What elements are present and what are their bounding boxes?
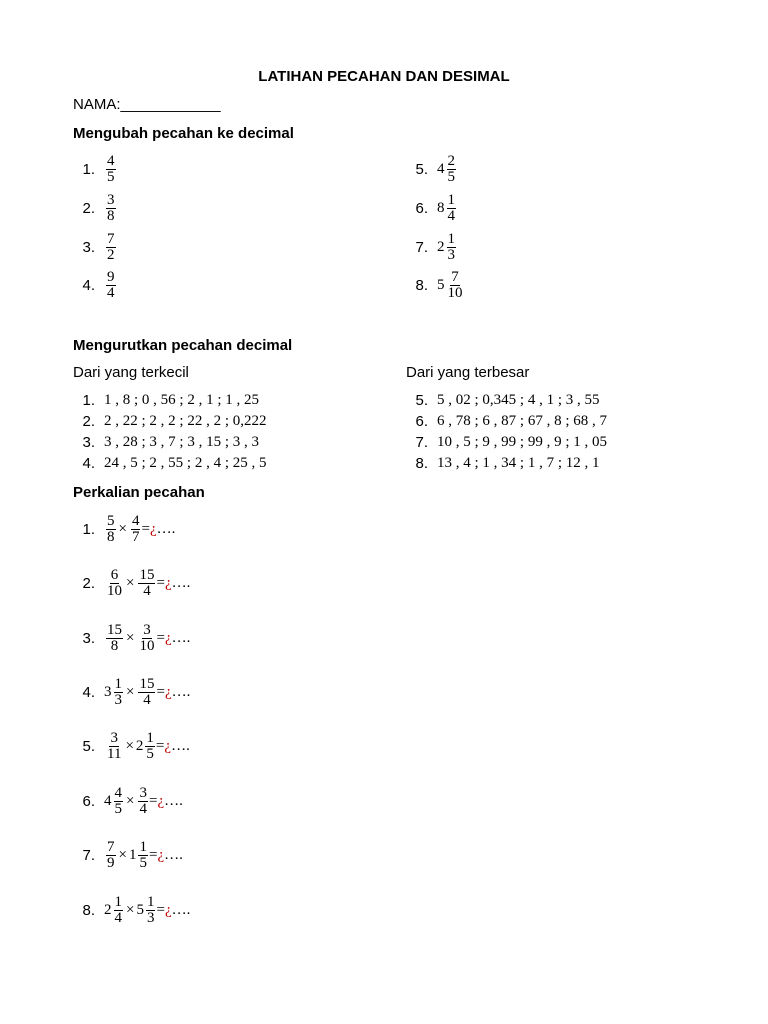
fraction: $\frac{1}{4}$ <box>447 192 455 224</box>
fraction: $\frac{1}{5}$ <box>139 839 147 871</box>
fraction: $\frac{7}{9}$ <box>107 839 115 871</box>
fraction: $\frac{15}{4}$ <box>139 567 155 599</box>
fraction: $\frac{3}{4}$ <box>139 785 147 817</box>
answer-blank: ¿ <box>164 684 172 700</box>
multiply-item-2 <box>57 568 190 599</box>
answer-blank: ¿ <box>164 575 172 591</box>
section-heading-convert: Mengubah pecahan ke decimal <box>73 125 294 142</box>
item-number: 2. <box>82 200 95 217</box>
item-number: 7. <box>82 847 95 864</box>
answer-dots: …. <box>171 575 191 591</box>
decimal-sequence: 6 , 78 ; 6 , 87 ; 67 , 8 ; 68 , 7 <box>437 413 608 429</box>
order-item-6 <box>390 413 607 430</box>
answer-dots: …. <box>171 684 191 700</box>
answer-dots: …. <box>171 738 190 754</box>
whole-number: 4 <box>104 793 112 809</box>
answer-blank: ¿ <box>164 902 172 918</box>
item-number: 3. <box>82 630 95 647</box>
equals-sign: = <box>155 738 165 754</box>
answer-dots: …. <box>164 793 183 809</box>
times-sign: × <box>126 902 135 918</box>
fraction: $\frac{1}{4}$ <box>114 894 122 926</box>
item-number: 5. <box>82 738 95 755</box>
item-number: 6. <box>82 793 95 810</box>
answer-blank: ¿ <box>157 847 165 863</box>
page-title: LATIHAN PECAHAN DAN DESIMAL <box>258 68 510 85</box>
fraction: $\frac{7}{10}$ <box>447 269 463 301</box>
item-number: 5. <box>415 392 428 409</box>
fraction: $\frac{9}{4}$ <box>107 269 115 301</box>
item-number: 3. <box>82 239 95 256</box>
times-sign: × <box>118 521 127 537</box>
section-heading-multiply: Perkalian pecahan <box>73 484 205 501</box>
equals-sign: = <box>156 684 165 700</box>
decimal-sequence: 24 , 5 ; 2 , 55 ; 2 , 4 ; 25 , 5 <box>104 455 267 471</box>
fraction: $\frac{3}{10}$ <box>139 622 155 654</box>
multiply-item-4 <box>57 677 190 708</box>
item-number: 8. <box>415 277 428 294</box>
order-item-4 <box>57 455 267 472</box>
answer-blank: ¿ <box>157 793 165 809</box>
multiply-item-1 <box>57 514 175 545</box>
fraction: $\frac{2}{5}$ <box>447 153 455 185</box>
equals-sign: = <box>148 793 158 809</box>
section-heading-order: Mengurutkan pecahan decimal <box>73 337 293 354</box>
answer-dots: …. <box>156 521 176 537</box>
whole-number: 5 <box>136 902 144 918</box>
convert-item-6 <box>390 193 457 224</box>
order-item-7 <box>390 434 607 451</box>
equals-sign: = <box>148 847 158 863</box>
answer-blank: ¿ <box>164 630 172 646</box>
fraction: $\frac{3}{8}$ <box>107 192 115 224</box>
name-field-label: NAMA:____________ <box>73 96 221 113</box>
fraction: $\frac{15}{8}$ <box>107 622 122 654</box>
fraction: $\frac{15}{4}$ <box>139 676 155 708</box>
equals-sign: = <box>156 575 165 591</box>
equals-sign: = <box>156 902 165 918</box>
multiply-item-7 <box>57 840 183 871</box>
answer-dots: …. <box>171 902 191 918</box>
fraction: $\frac{6}{10}$ <box>107 567 122 599</box>
equals-sign: = <box>141 521 150 537</box>
whole-number: 4 <box>437 161 445 177</box>
item-number: 5. <box>415 161 428 178</box>
fraction: $\frac{1}{3}$ <box>146 894 155 926</box>
answer-dots: …. <box>164 847 183 863</box>
times-sign: × <box>126 793 135 809</box>
order-item-8 <box>390 455 600 472</box>
fraction: $\frac{7}{2}$ <box>107 231 115 263</box>
whole-number: 3 <box>104 684 112 700</box>
fraction: $\frac{4}{7}$ <box>131 513 140 545</box>
equals-sign: = <box>156 630 165 646</box>
item-number: 4. <box>82 277 95 294</box>
decimal-sequence: 3 , 28 ; 3 , 7 ; 3 , 15 ; 3 , 3 <box>104 434 260 450</box>
whole-number: 2 <box>104 902 112 918</box>
decimal-sequence: 5 , 02 ; 0,345 ; 4 , 1 ; 3 , 55 <box>437 392 600 408</box>
decimal-sequence: 2 , 22 ; 2 , 2 ; 22 , 2 ; 0,222 <box>104 413 267 429</box>
whole-number: 5 <box>437 277 445 293</box>
item-number: 7. <box>415 239 428 256</box>
times-sign: × <box>118 847 127 863</box>
decimal-sequence: 1 , 8 ; 0 , 56 ; 2 , 1 ; 1 , 25 <box>104 392 260 408</box>
times-sign: × <box>126 630 135 646</box>
item-number: 2. <box>82 575 95 592</box>
convert-item-8 <box>390 270 465 301</box>
item-number: 7. <box>415 434 428 451</box>
multiply-item-6 <box>57 786 183 817</box>
whole-number: 2 <box>437 239 445 255</box>
times-sign: × <box>125 738 134 754</box>
convert-item-5 <box>390 154 457 185</box>
answer-dots: …. <box>171 630 191 646</box>
item-number: 1. <box>82 521 95 538</box>
decimal-sequence: 13 , 4 ; 1 , 34 ; 1 , 7 ; 12 , 1 <box>437 455 600 471</box>
fraction: $\frac{4}{5}$ <box>114 785 122 817</box>
order-ascending-label: Dari yang terkecil <box>73 364 189 381</box>
order-item-1 <box>57 392 259 409</box>
whole-number: 2 <box>135 738 144 754</box>
order-descending-label: Dari yang terbesar <box>406 364 530 381</box>
fraction: $\frac{1}{5}$ <box>146 730 154 762</box>
fraction: $\frac{1}{3}$ <box>447 231 455 263</box>
item-number: 8. <box>82 902 95 919</box>
item-number: 2. <box>82 413 95 430</box>
multiply-item-3 <box>57 623 190 654</box>
convert-item-1 <box>57 154 117 185</box>
answer-blank: ¿ <box>164 738 172 754</box>
fraction: $\frac{3}{11}$ <box>107 730 122 762</box>
item-number: 6. <box>415 200 428 217</box>
convert-item-3 <box>57 232 117 263</box>
item-number: 1. <box>82 161 95 178</box>
item-number: 6. <box>415 413 428 430</box>
times-sign: × <box>126 575 135 591</box>
answer-blank: ¿ <box>149 521 157 537</box>
fraction: $\frac{1}{3}$ <box>114 676 122 708</box>
multiply-item-5 <box>57 731 190 762</box>
decimal-sequence: 10 , 5 ; 9 , 99 ; 99 , 9 ; 1 , 05 <box>437 434 608 450</box>
order-item-2 <box>57 413 267 430</box>
order-item-5 <box>390 392 600 409</box>
item-number: 4. <box>82 455 95 472</box>
item-number: 4. <box>82 684 95 701</box>
whole-number: 1 <box>128 847 137 863</box>
whole-number: 8 <box>437 200 445 216</box>
convert-item-7 <box>390 232 457 263</box>
order-item-3 <box>57 434 259 451</box>
convert-item-4 <box>57 270 117 301</box>
multiply-item-8 <box>57 895 190 926</box>
item-number: 1. <box>82 392 95 409</box>
item-number: 8. <box>415 455 428 472</box>
fraction: $\frac{4}{5}$ <box>107 153 115 185</box>
convert-item-2 <box>57 193 117 224</box>
item-number: 3. <box>82 434 95 451</box>
times-sign: × <box>126 684 135 700</box>
fraction: $\frac{5}{8}$ <box>107 513 115 545</box>
